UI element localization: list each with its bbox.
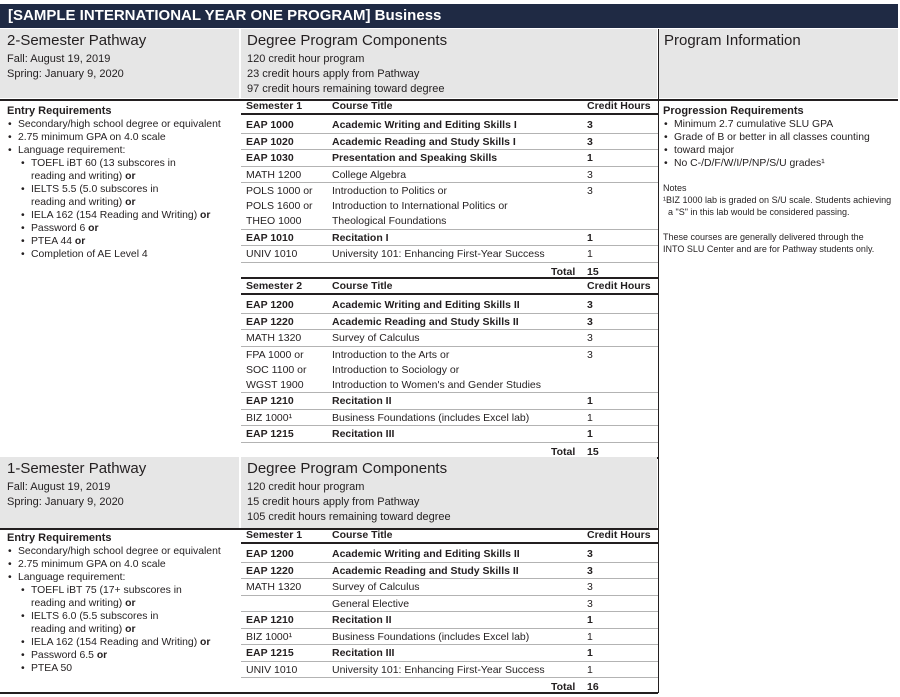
list-item — [7, 157, 239, 170]
entry-requirements-list — [7, 545, 239, 675]
course-title: Theological Foundations — [332, 215, 447, 227]
components-heading: Degree Program Components — [247, 460, 448, 477]
course-title: General Elective — [332, 597, 410, 610]
table-row — [241, 546, 658, 563]
list-item-text: Language requirement: — [18, 572, 126, 583]
table-row — [241, 150, 658, 167]
course-code: EAP 1215 — [246, 647, 294, 659]
credit-hours: 3 — [587, 348, 593, 361]
course-title: Academic Writing and Editing Skills I — [332, 119, 517, 131]
table-row — [241, 246, 658, 263]
credit-total-text: 120 credit hour program — [247, 481, 365, 493]
credit-hours: 1 — [587, 248, 593, 260]
total-hours: 15 — [587, 265, 599, 278]
course-title: Recitation I — [332, 231, 389, 244]
table-row — [241, 314, 658, 331]
table-row — [241, 645, 658, 662]
total-hours: 16 — [587, 681, 599, 693]
course-code: BIZ 1000¹ — [246, 411, 293, 424]
credit-hours-header: Credit Hours — [587, 529, 651, 541]
semester-1-table — [241, 100, 658, 280]
table-row — [241, 579, 658, 596]
credit-remaining-text: 97 credit hours remaining toward degree — [247, 83, 445, 95]
course-title: Introduction to Politics or — [332, 185, 447, 197]
list-item — [7, 623, 239, 636]
or-conjunction: or — [122, 598, 136, 609]
course-title: Introduction to Women's and Gender Studies — [332, 378, 542, 391]
list-item — [663, 144, 897, 157]
list-item — [7, 558, 239, 571]
total-row — [241, 264, 658, 279]
course-title: Introduction to International Politics or — [332, 200, 508, 212]
list-item-text: Secondary/high school degree or equivalent — [18, 546, 221, 557]
table-row — [241, 563, 658, 580]
program-info-heading: Program Information — [664, 32, 801, 49]
course-code: MATH 1320 — [246, 332, 302, 344]
list-item-text: 2.75 minimum GPA on 4.0 scale — [18, 132, 166, 143]
course-title: Survey of Calculus — [332, 581, 420, 593]
list-item — [7, 571, 239, 584]
credit-hours: 3 — [587, 564, 593, 577]
document-title: [SAMPLE INTERNATIONAL YEAR ONE PROGRAM] Business — [0, 4, 898, 28]
course-title: Business Foundations (includes Excel lab) — [332, 411, 530, 424]
list-item-text: IELTS 5.5 (5.0 subscores in — [31, 184, 159, 195]
spring-date: Spring: January 9, 2020 — [7, 68, 124, 80]
components-heading: Degree Program Components — [247, 32, 448, 49]
table-row — [241, 183, 658, 198]
list-item — [7, 209, 239, 222]
credit-hours: 1 — [587, 614, 593, 626]
credit-hours: 3 — [587, 168, 593, 181]
one-semester-table — [241, 529, 658, 692]
credit-hours: 3 — [587, 332, 593, 344]
course-title: University 101: Enhancing First-Year Success — [332, 248, 545, 260]
list-item-text: reading and writing) — [31, 197, 123, 208]
entry-requirements-list — [7, 118, 239, 261]
table-row — [241, 134, 658, 151]
list-item-text: TOEFL iBT 75 (17+ subscores in — [31, 585, 182, 596]
note-text: INTO SLU Center and are for Pathway students only. — [663, 244, 875, 254]
table-row — [241, 410, 658, 427]
credit-hours: 3 — [587, 581, 593, 593]
list-item — [7, 662, 239, 675]
list-item — [7, 222, 239, 235]
two-semester-header — [0, 29, 239, 98]
or-conjunction: or — [197, 637, 211, 648]
credit-hours: 3 — [587, 135, 593, 148]
course-title-header: Course Title — [332, 280, 393, 292]
course-code: EAP 1030 — [246, 152, 294, 164]
note-text: a "S" in this lab would be considered passing. — [668, 207, 850, 217]
course-code: EAP 1200 — [246, 548, 294, 560]
semester-label: Semester 1 — [246, 100, 303, 112]
course-title: Recitation III — [332, 647, 395, 659]
total-label: Total — [551, 265, 576, 278]
entry-requirements-title: Entry Requirements — [7, 105, 112, 117]
table-row — [241, 612, 658, 629]
total-label: Total — [551, 681, 576, 693]
course-title: University 101: Enhancing First-Year Success — [332, 663, 545, 676]
course-title: Recitation II — [332, 395, 392, 407]
column-divider — [658, 457, 659, 693]
list-item — [7, 636, 239, 649]
course-code: POLS 1000 or — [246, 185, 313, 197]
course-title: Recitation II — [332, 614, 392, 626]
course-code: EAP 1210 — [246, 395, 294, 407]
table-row — [241, 297, 658, 314]
course-code: EAP 1010 — [246, 231, 294, 244]
progression-title: Progression Requirements — [663, 105, 804, 117]
credit-hours-header: Credit Hours — [587, 280, 651, 292]
credit-apply-text: 15 credit hours apply from Pathway — [247, 496, 420, 508]
credit-hours: 1 — [587, 663, 593, 676]
list-item-text: PTEA 50 — [31, 663, 73, 674]
course-code: BIZ 1000¹ — [246, 630, 293, 643]
credit-hours: 1 — [587, 152, 593, 164]
course-title: Business Foundations (includes Excel lab) — [332, 630, 530, 643]
list-item — [7, 610, 239, 623]
course-code: EAP 1000 — [246, 119, 294, 131]
list-item-text: Completion of AE Level 4 — [31, 249, 148, 260]
table-row — [241, 330, 658, 347]
list-item — [7, 144, 239, 157]
course-title: Recitation III — [332, 428, 395, 440]
list-item-text: PTEA 44 — [31, 236, 73, 247]
course-code: EAP 1210 — [246, 614, 294, 626]
one-semester-header — [0, 457, 239, 529]
total-hours: 15 — [587, 445, 599, 458]
list-item — [7, 170, 239, 183]
course-title: Academic Reading and Study Skills II — [332, 315, 519, 328]
or-conjunction: or — [93, 650, 108, 661]
course-code: FPA 1000 or — [246, 348, 304, 361]
list-item-text: Secondary/high school degree or equivalent — [18, 119, 221, 130]
course-title: Introduction to the Arts or — [332, 348, 450, 361]
credit-hours: 1 — [587, 630, 593, 643]
pathway-heading: 1-Semester Pathway — [7, 460, 147, 477]
credit-hours: 3 — [587, 597, 593, 610]
table-header — [241, 280, 658, 295]
credit-apply-text: 23 credit hours apply from Pathway — [247, 68, 420, 80]
entry-requirements-2sem — [7, 104, 239, 261]
list-item-text: reading and writing) — [31, 598, 123, 609]
course-code: EAP 1020 — [246, 135, 294, 148]
table-row — [241, 362, 658, 377]
course-code: UNIV 1010 — [246, 663, 298, 676]
table-row — [241, 596, 658, 613]
table-row — [241, 347, 658, 362]
course-title-header: Course Title — [332, 529, 393, 541]
table-row — [241, 393, 658, 410]
course-code: EAP 1220 — [246, 315, 294, 328]
list-item-text: reading and writing) — [31, 624, 123, 635]
course-code: SOC 1100 or — [246, 363, 307, 376]
course-title: Academic Writing and Editing Skills II — [332, 548, 520, 560]
course-code: EAP 1215 — [246, 428, 294, 440]
course-title: Survey of Calculus — [332, 332, 420, 344]
table-header — [241, 529, 658, 544]
course-title: Academic Reading and Study Skills I — [332, 135, 516, 148]
fall-date: Fall: August 19, 2019 — [7, 481, 111, 493]
column-divider — [658, 29, 659, 457]
list-item: • Grade of B or better in all classes counting — [663, 131, 897, 144]
course-code: MATH 1200 — [246, 168, 302, 181]
list-item: • No C-/D/F/W/I/P/NP/S/U grades¹ — [663, 157, 897, 170]
table-header — [241, 100, 658, 115]
list-item — [7, 183, 239, 196]
table-row — [241, 198, 658, 213]
list-item — [7, 131, 239, 144]
credit-hours: 1 — [587, 231, 593, 244]
list-item: • Minimum 2.7 cumulative SLU GPA — [663, 118, 897, 131]
list-item-text: 2.75 minimum GPA on 4.0 scale — [18, 559, 166, 570]
list-item-text: reading and writing) — [31, 171, 123, 182]
course-title: Academic Reading and Study Skills II — [332, 564, 519, 577]
pathway-heading: 2-Semester Pathway — [7, 32, 147, 49]
list-item — [7, 597, 239, 610]
list-item — [7, 118, 239, 131]
course-code: UNIV 1010 — [246, 248, 298, 260]
credit-hours: 1 — [587, 411, 593, 424]
entry-requirements-1sem — [7, 531, 239, 675]
fall-date: Fall: August 19, 2019 — [7, 53, 111, 65]
table-row — [241, 230, 658, 247]
semester-label: Semester 1 — [246, 529, 303, 541]
list-item-text: IELTS 6.0 (5.5 subscores in — [31, 611, 159, 622]
course-code: THEO 1000 — [246, 215, 302, 227]
total-label: Total — [551, 445, 576, 458]
list-item — [7, 235, 239, 248]
credit-hours-header: Credit Hours — [587, 100, 651, 112]
table-row — [241, 662, 658, 679]
notes-heading: Notes — [663, 183, 687, 193]
table-row — [241, 167, 658, 184]
course-code: EAP 1220 — [246, 564, 294, 577]
degree-components-header — [241, 29, 657, 98]
list-item — [7, 248, 239, 261]
course-title: Presentation and Speaking Skills — [332, 152, 498, 164]
table-row — [241, 426, 658, 443]
credit-hours: 1 — [587, 428, 593, 440]
list-item-text: Password 6.5 — [31, 650, 94, 661]
or-conjunction: or — [122, 624, 136, 635]
list-item — [7, 649, 239, 662]
program-info-header — [659, 29, 898, 98]
credit-hours: 3 — [587, 315, 593, 328]
or-conjunction: or — [122, 197, 136, 208]
credit-hours: 1 — [587, 647, 593, 659]
credit-hours: 3 — [587, 299, 593, 311]
or-conjunction: or — [122, 171, 136, 182]
spring-date: Spring: January 9, 2020 — [7, 496, 124, 508]
list-item-text: IELA 162 (154 Reading and Writing) — [31, 637, 198, 648]
course-code: WGST 1900 — [246, 378, 304, 391]
list-item — [7, 545, 239, 558]
credit-remaining-text: 105 credit hours remaining toward degree — [247, 511, 451, 523]
list-item-text: TOEFL iBT 60 (13 subscores in — [31, 158, 176, 169]
degree-components-header — [241, 457, 657, 529]
or-conjunction: or — [72, 236, 86, 247]
progression-requirements — [663, 104, 897, 255]
course-title: Academic Writing and Editing Skills II — [332, 299, 520, 311]
list-item — [7, 584, 239, 597]
table-row — [241, 117, 658, 134]
progression-list — [663, 118, 897, 170]
or-conjunction: or — [197, 210, 211, 221]
list-item-text: Language requirement: — [18, 145, 126, 156]
course-title: College Algebra — [332, 168, 407, 181]
list-item-text: IELA 162 (154 Reading and Writing) — [31, 210, 198, 221]
credit-hours: 3 — [587, 185, 593, 197]
list-item-continuation: toward major — [674, 145, 735, 156]
or-conjunction: or — [85, 223, 99, 234]
list-item-text: Password 6 — [31, 223, 86, 234]
semester-2-table — [241, 280, 658, 457]
course-title-header: Course Title — [332, 100, 393, 112]
table-row — [241, 377, 658, 394]
credit-hours: 3 — [587, 119, 593, 131]
course-title: Introduction to Sociology or — [332, 363, 460, 376]
credit-total-text: 120 credit hour program — [247, 53, 365, 65]
bottom-rule — [0, 692, 658, 694]
note-text: ¹BIZ 1000 lab is graded on S/U scale. Students achieving — [663, 195, 892, 205]
semester-label: Semester 2 — [246, 280, 303, 292]
course-code: POLS 1600 or — [246, 200, 313, 212]
credit-hours: 1 — [587, 395, 593, 407]
credit-hours: 3 — [587, 548, 593, 560]
note-text: These courses are generally delivered through the — [663, 232, 864, 242]
course-code: MATH 1320 — [246, 581, 302, 593]
table-row — [241, 213, 658, 230]
entry-requirements-title: Entry Requirements — [7, 532, 112, 544]
table-row — [241, 629, 658, 646]
course-code: EAP 1200 — [246, 299, 294, 311]
list-item — [7, 196, 239, 209]
